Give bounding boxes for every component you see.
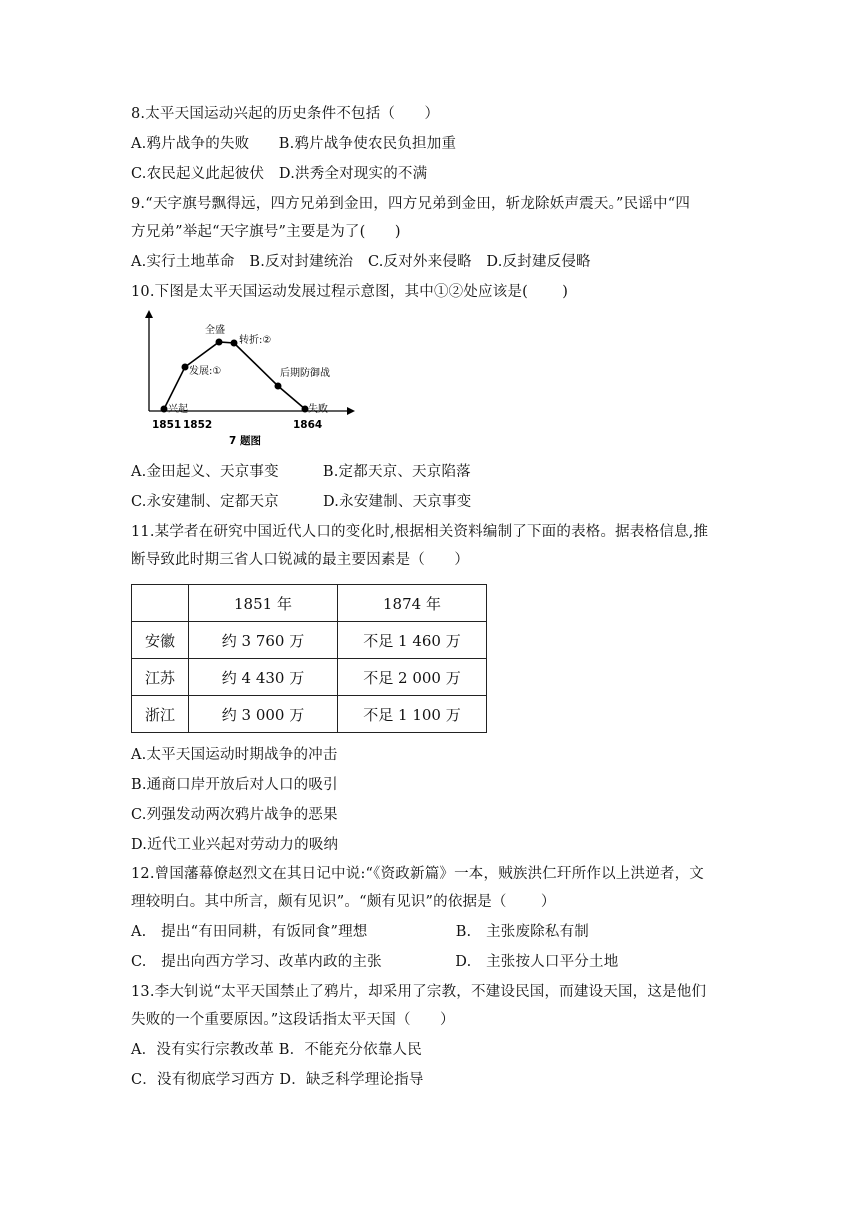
q13-options-ab: A．没有实行宗教改革 B．不能充分依靠人民 xyxy=(131,1042,422,1058)
q12-stem-line2: 理较明白。其中所言，颇有见识”。“颇有见识”的依据是（ ） xyxy=(131,894,556,910)
q9-options: A.实行土地革命 B.反对封建统治 C.反对外来侵略 D.反封建反侵略 xyxy=(131,254,591,270)
q13-stem-line1: 13.李大钊说“太平天国禁止了鸦片，却采用了宗教，不建设民国，而建设天国，这是他们 xyxy=(131,984,707,1000)
table-cell-province: 浙江 xyxy=(132,696,189,733)
label-rise: 兴起 xyxy=(168,404,188,415)
q11-option-c: C.列强发动两次鸦片战争的恶果 xyxy=(131,807,338,823)
x-tick-1852: 1852 xyxy=(183,419,213,431)
table-cell: 约 3 760 万 xyxy=(189,622,338,659)
table-header-row xyxy=(132,585,487,622)
q11-stem-line2: 断导致此时期三省人口锐减的最主要因素是（ ） xyxy=(131,552,470,568)
q12-stem-line1: 12.曾国藩幕僚赵烈文在其日记中说:“《资政新篇》一本，贼族洪仁玕所作以上洪逆者，文 xyxy=(131,866,705,882)
point-defense xyxy=(275,383,282,390)
point-peak xyxy=(216,339,223,346)
population-table xyxy=(131,584,487,733)
q10-process-diagram xyxy=(138,308,358,450)
table-cell: 不足 1 460 万 xyxy=(338,622,487,659)
table-header-cell: 1874 年 xyxy=(338,585,487,622)
q8-options-ab: A.鸦片战争的失败 B.鸦片战争使农民负担加重 xyxy=(131,136,457,152)
q10-stem: 10.下图是太平天国运动发展过程示意图，其中①②处应该是( ) xyxy=(131,284,569,300)
table-header-cell: 1851 年 xyxy=(189,585,338,622)
x-tick-1851: 1851 xyxy=(152,419,182,431)
q13-options-cd: C．没有彻底学习西方 D．缺乏科学理论指导 xyxy=(131,1072,424,1088)
table-cell: 约 4 430 万 xyxy=(189,659,338,696)
label-fail: 失败 xyxy=(308,404,328,415)
table-row xyxy=(132,622,487,659)
q8-options-cd: C.农民起义此起彼伏 D.洪秀全对现实的不满 xyxy=(131,166,428,182)
table-cell-province: 江苏 xyxy=(132,659,189,696)
q8-stem: 8.太平天国运动兴起的历史条件不包括（ ） xyxy=(131,106,440,122)
q11-option-d: D.近代工业兴起对劳动力的吸纳 xyxy=(131,837,339,853)
q10-options-cd: C.永安建制、定都天京 D.永安建制、天京事变 xyxy=(131,494,472,510)
q11-option-b: B.通商口岸开放后对人口的吸引 xyxy=(131,777,338,793)
q11-option-a: A.太平天国运动时期战争的冲击 xyxy=(131,747,338,763)
table-row xyxy=(132,696,487,733)
point-turn xyxy=(231,340,238,347)
y-axis-arrow xyxy=(145,310,153,318)
table-row xyxy=(132,659,487,696)
x-tick-1864: 1864 xyxy=(293,419,323,431)
table-cell: 不足 2 000 万 xyxy=(338,659,487,696)
label-develop: 发展:① xyxy=(189,366,222,377)
q12-options-ab: A. 提出“有田同耕，有饭同食”理想 B. 主张废除私有制 xyxy=(131,924,589,940)
table-cell: 约 3 000 万 xyxy=(189,696,338,733)
q10-options-ab: A.金田起义、天京事变 B.定都天京、天京陷落 xyxy=(131,464,471,480)
q11-stem-line1: 11.某学者在研究中国近代人口的变化时,根据相关资料编制了下面的表格。据表格信息,推 xyxy=(131,524,709,540)
label-defense: 后期防御战 xyxy=(280,368,330,379)
q9-stem-line1: 9.“天字旗号飘得远，四方兄弟到金田，四方兄弟到金田，斩龙除妖声震天。”民谣中“四 xyxy=(131,196,691,212)
diagram-caption: 7 题图 xyxy=(229,435,261,447)
label-turn: 转折:② xyxy=(239,335,272,346)
table-cell: 不足 1 100 万 xyxy=(338,696,487,733)
point-develop xyxy=(182,364,189,371)
label-peak: 全盛 xyxy=(205,325,225,336)
point-rise xyxy=(161,406,168,413)
table-header-cell xyxy=(132,585,189,622)
x-axis-arrow xyxy=(347,407,355,415)
table-cell-province: 安徽 xyxy=(132,622,189,659)
q12-options-cd: C. 提出向西方学习、改革内政的主张 D. 主张按人口平分土地 xyxy=(131,954,619,970)
q13-stem-line2: 失败的一个重要原因。”这段话指太平天国（ ） xyxy=(131,1012,455,1028)
q9-stem-line2: 方兄弟”举起“天字旗号”主要是为了( ) xyxy=(131,224,401,240)
